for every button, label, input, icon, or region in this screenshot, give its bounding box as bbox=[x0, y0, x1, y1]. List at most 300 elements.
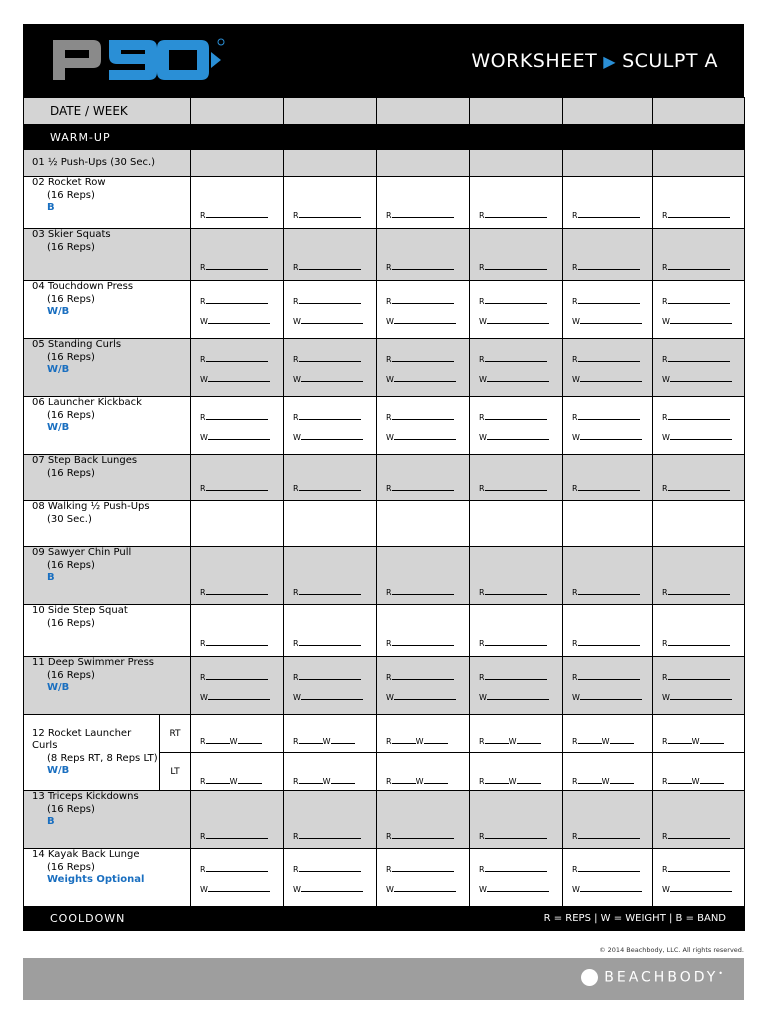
reps-label: R bbox=[479, 263, 485, 272]
entry-cell[interactable] bbox=[653, 657, 745, 715]
exercise-name bbox=[32, 229, 190, 242]
exercise-name bbox=[32, 177, 190, 190]
exercise-row bbox=[24, 657, 745, 715]
entry-cell[interactable] bbox=[191, 339, 284, 397]
reps-field[interactable] bbox=[386, 484, 454, 493]
entry-cell[interactable] bbox=[191, 753, 284, 791]
entry-cell[interactable] bbox=[653, 849, 745, 907]
reps-field[interactable] bbox=[572, 211, 640, 220]
reps-field[interactable] bbox=[572, 413, 640, 422]
entry-cell[interactable] bbox=[563, 339, 653, 397]
entry-cell[interactable] bbox=[377, 605, 470, 657]
exercise-name bbox=[32, 501, 190, 514]
entry-cell[interactable] bbox=[191, 715, 284, 753]
date-cell[interactable] bbox=[653, 98, 745, 125]
entry-line bbox=[392, 297, 454, 304]
entry-cell[interactable] bbox=[653, 501, 745, 547]
entry-cell[interactable] bbox=[191, 281, 284, 339]
entry-line bbox=[392, 211, 454, 218]
entry-line bbox=[238, 737, 262, 744]
exercise-number: 13 bbox=[32, 791, 45, 802]
reps-field[interactable] bbox=[293, 484, 361, 493]
reps-field[interactable] bbox=[386, 413, 454, 422]
exercise-number: 12 bbox=[32, 727, 45, 739]
reps-weight-field[interactable] bbox=[200, 737, 261, 746]
entry-cell[interactable] bbox=[377, 150, 470, 177]
entry-cell[interactable] bbox=[470, 455, 563, 501]
weight-label: W bbox=[293, 885, 301, 894]
reps-field[interactable] bbox=[386, 865, 454, 874]
entry-cell[interactable] bbox=[377, 791, 470, 849]
reps-weight-field[interactable] bbox=[662, 777, 723, 786]
weight-field[interactable] bbox=[386, 885, 456, 894]
entry-cell[interactable] bbox=[470, 715, 563, 753]
exercise-title: Walking ½ Push-Ups bbox=[47, 501, 150, 512]
entry-cell[interactable] bbox=[470, 547, 563, 605]
weight-field[interactable] bbox=[662, 433, 732, 442]
reps-field[interactable] bbox=[572, 639, 640, 648]
entry-line bbox=[668, 413, 730, 420]
entry-cell[interactable] bbox=[470, 849, 563, 907]
warmup-row bbox=[24, 125, 745, 150]
reps-field[interactable] bbox=[479, 297, 547, 306]
entry-cell[interactable] bbox=[377, 657, 470, 715]
entry-cell[interactable] bbox=[377, 753, 470, 791]
entry-cell[interactable] bbox=[191, 150, 284, 177]
entry-cell[interactable] bbox=[284, 753, 377, 791]
reps-field[interactable] bbox=[479, 639, 547, 648]
reps-field[interactable] bbox=[662, 865, 730, 874]
entry-line bbox=[668, 588, 730, 595]
reps-label: R bbox=[200, 865, 206, 874]
reps-weight-field[interactable] bbox=[386, 777, 447, 786]
weight-label: W bbox=[200, 375, 208, 384]
entry-cell[interactable] bbox=[284, 339, 377, 397]
entry-cell[interactable] bbox=[377, 547, 470, 605]
weight-field[interactable] bbox=[572, 375, 642, 384]
reps-weight-field[interactable] bbox=[479, 777, 540, 786]
entry-line bbox=[206, 263, 268, 270]
entry-line bbox=[668, 484, 730, 491]
entry-line bbox=[578, 297, 640, 304]
entry-line bbox=[578, 263, 640, 270]
weight-field[interactable] bbox=[386, 693, 456, 702]
entry-cell[interactable] bbox=[191, 657, 284, 715]
date-cell[interactable] bbox=[377, 98, 470, 125]
weight-label: W bbox=[386, 693, 394, 702]
entry-cell[interactable] bbox=[284, 501, 377, 547]
reps-field[interactable] bbox=[386, 673, 454, 682]
reps-field[interactable] bbox=[479, 413, 547, 422]
entry-cell[interactable] bbox=[653, 177, 745, 229]
weight-field[interactable] bbox=[662, 693, 732, 702]
reps-field[interactable] bbox=[293, 297, 361, 306]
exercise-reps: (16 Reps) bbox=[47, 241, 95, 253]
entry-cell[interactable] bbox=[563, 753, 653, 791]
reps-field[interactable] bbox=[479, 355, 547, 364]
reps-field[interactable] bbox=[293, 865, 361, 874]
exercise-row bbox=[24, 547, 745, 605]
reps-field[interactable] bbox=[572, 588, 640, 597]
reps-field[interactable] bbox=[386, 263, 454, 272]
entry-line bbox=[485, 413, 547, 420]
reps-weight-field[interactable] bbox=[293, 737, 354, 746]
weight-field[interactable] bbox=[479, 693, 549, 702]
reps-field[interactable] bbox=[479, 832, 547, 841]
entry-cell[interactable] bbox=[284, 150, 377, 177]
reps-weight-field[interactable] bbox=[200, 777, 261, 786]
entry-cell[interactable] bbox=[653, 281, 745, 339]
entry-cell[interactable] bbox=[284, 177, 377, 229]
entry-cell[interactable] bbox=[377, 501, 470, 547]
reps-field[interactable] bbox=[293, 263, 361, 272]
entry-cell[interactable] bbox=[563, 715, 653, 753]
reps-label: R bbox=[200, 737, 206, 746]
entry-cell[interactable] bbox=[191, 229, 284, 281]
entry-cell[interactable] bbox=[191, 547, 284, 605]
reps-weight-field[interactable] bbox=[662, 737, 723, 746]
reps-field[interactable] bbox=[386, 832, 454, 841]
entry-line bbox=[670, 885, 732, 892]
entry-line bbox=[668, 211, 730, 218]
entry-cell[interactable] bbox=[191, 501, 284, 547]
date-cell[interactable] bbox=[563, 98, 653, 125]
entry-cell[interactable] bbox=[470, 177, 563, 229]
weight-label: W bbox=[322, 737, 331, 746]
reps-field[interactable] bbox=[200, 639, 268, 648]
date-cell[interactable] bbox=[191, 98, 284, 125]
reps-field[interactable] bbox=[293, 832, 361, 841]
entry-cell[interactable] bbox=[377, 397, 470, 455]
entry-line bbox=[485, 777, 509, 784]
reps-field[interactable] bbox=[662, 484, 730, 493]
weight-field[interactable] bbox=[572, 885, 642, 894]
reps-field[interactable] bbox=[572, 832, 640, 841]
weight-field[interactable] bbox=[572, 693, 642, 702]
entry-cell[interactable] bbox=[377, 281, 470, 339]
reps-field[interactable] bbox=[386, 588, 454, 597]
entry-cell[interactable] bbox=[191, 605, 284, 657]
entry-line bbox=[394, 693, 456, 700]
entry-cell[interactable] bbox=[191, 849, 284, 907]
reps-field[interactable] bbox=[293, 673, 361, 682]
weight-field[interactable] bbox=[662, 375, 732, 384]
weight-field[interactable] bbox=[200, 885, 270, 894]
weight-field[interactable] bbox=[200, 693, 270, 702]
entry-line bbox=[206, 355, 268, 362]
entry-cell[interactable] bbox=[284, 657, 377, 715]
entry-cell[interactable] bbox=[653, 547, 745, 605]
weight-field[interactable] bbox=[293, 375, 363, 384]
reps-field[interactable] bbox=[479, 211, 547, 220]
reps-weight-field[interactable] bbox=[479, 737, 540, 746]
reps-label: R bbox=[293, 588, 299, 597]
entry-cell[interactable] bbox=[377, 339, 470, 397]
reps-label: R bbox=[662, 484, 668, 493]
reps-field[interactable] bbox=[662, 588, 730, 597]
reps-field[interactable] bbox=[662, 211, 730, 220]
entry-cell[interactable] bbox=[653, 229, 745, 281]
entry-cell[interactable] bbox=[284, 791, 377, 849]
entry-cell[interactable] bbox=[563, 281, 653, 339]
weight-field[interactable] bbox=[386, 317, 456, 326]
entry-cell[interactable] bbox=[470, 791, 563, 849]
entry-cell[interactable] bbox=[377, 849, 470, 907]
entry-cell[interactable] bbox=[470, 281, 563, 339]
entry-line bbox=[668, 737, 692, 744]
entry-cell[interactable] bbox=[470, 339, 563, 397]
entry-cell[interactable] bbox=[653, 715, 745, 753]
weight-field[interactable] bbox=[479, 317, 549, 326]
entry-line bbox=[392, 737, 416, 744]
reps-field[interactable] bbox=[662, 832, 730, 841]
reps-field[interactable] bbox=[386, 211, 454, 220]
exercise-name bbox=[32, 728, 159, 753]
reps-label: R bbox=[386, 777, 392, 786]
entry-line bbox=[668, 673, 730, 680]
reps-field[interactable] bbox=[200, 673, 268, 682]
reps-weight-field[interactable] bbox=[572, 737, 633, 746]
weight-field[interactable] bbox=[386, 433, 456, 442]
reps-field[interactable] bbox=[200, 832, 268, 841]
entry-cell[interactable] bbox=[470, 397, 563, 455]
entry-cell[interactable] bbox=[284, 849, 377, 907]
reps-field[interactable] bbox=[386, 355, 454, 364]
entry-cell[interactable] bbox=[563, 397, 653, 455]
entry-line bbox=[392, 263, 454, 270]
entry-line bbox=[238, 777, 262, 784]
exercise-label bbox=[24, 177, 191, 229]
entry-line bbox=[206, 737, 230, 744]
exercise-reps: (30 Sec.) bbox=[47, 513, 92, 525]
entry-cell[interactable] bbox=[653, 339, 745, 397]
entry-cell[interactable] bbox=[653, 455, 745, 501]
reps-field[interactable] bbox=[479, 588, 547, 597]
reps-field[interactable] bbox=[200, 588, 268, 597]
exercise-number: 08 bbox=[32, 501, 45, 512]
entry-cell[interactable] bbox=[284, 455, 377, 501]
entry-line bbox=[394, 433, 456, 440]
entry-line bbox=[578, 673, 640, 680]
entry-cell[interactable] bbox=[653, 791, 745, 849]
reps-field[interactable] bbox=[386, 639, 454, 648]
entry-line bbox=[670, 375, 732, 382]
reps-label: R bbox=[293, 263, 299, 272]
reps-field[interactable] bbox=[293, 588, 361, 597]
reps-field[interactable] bbox=[572, 865, 640, 874]
weight-field[interactable] bbox=[662, 317, 732, 326]
reps-field[interactable] bbox=[662, 355, 730, 364]
exercise-name bbox=[32, 281, 190, 294]
weight-field[interactable] bbox=[200, 317, 270, 326]
date-cell[interactable] bbox=[470, 98, 563, 125]
entry-line bbox=[208, 317, 270, 324]
reps-field[interactable] bbox=[479, 263, 547, 272]
entry-line bbox=[299, 639, 361, 646]
exercise-reps: (16 Reps) bbox=[47, 293, 95, 305]
reps-label: R bbox=[479, 777, 485, 786]
reps-field[interactable] bbox=[386, 297, 454, 306]
weight-label: W bbox=[322, 777, 331, 786]
entry-cell[interactable] bbox=[653, 397, 745, 455]
entry-cell[interactable] bbox=[470, 657, 563, 715]
entry-cell[interactable] bbox=[284, 547, 377, 605]
reps-field[interactable] bbox=[200, 865, 268, 874]
reps-label: R bbox=[479, 737, 485, 746]
entry-line bbox=[668, 865, 730, 872]
reps-field[interactable] bbox=[662, 673, 730, 682]
weight-field[interactable] bbox=[293, 317, 363, 326]
entry-cell[interactable] bbox=[470, 501, 563, 547]
reps-field[interactable] bbox=[572, 263, 640, 272]
reps-label: R bbox=[479, 297, 485, 306]
entry-cell[interactable] bbox=[284, 715, 377, 753]
equipment-note: Weights Optional bbox=[47, 874, 145, 885]
reps-label: R bbox=[572, 297, 578, 306]
reps-field[interactable] bbox=[293, 355, 361, 364]
entry-line bbox=[208, 693, 270, 700]
entry-cell[interactable] bbox=[470, 605, 563, 657]
reps-field[interactable] bbox=[293, 413, 361, 422]
entry-line bbox=[668, 355, 730, 362]
entry-line bbox=[299, 355, 361, 362]
entry-line bbox=[206, 297, 268, 304]
reps-label: R bbox=[293, 737, 299, 746]
entry-line bbox=[485, 355, 547, 362]
entry-line bbox=[299, 263, 361, 270]
entry-cell[interactable] bbox=[191, 397, 284, 455]
entry-cell[interactable] bbox=[284, 281, 377, 339]
entry-line bbox=[299, 832, 361, 839]
exercise-title: ½ Push-Ups (30 Sec.) bbox=[47, 156, 156, 168]
entry-cell[interactable] bbox=[563, 547, 653, 605]
reps-field[interactable] bbox=[200, 211, 268, 220]
entry-cell[interactable] bbox=[377, 455, 470, 501]
reps-label: R bbox=[572, 639, 578, 648]
reps-field[interactable] bbox=[662, 297, 730, 306]
entry-cell[interactable] bbox=[563, 150, 653, 177]
entry-cell[interactable] bbox=[284, 605, 377, 657]
weight-field[interactable] bbox=[572, 433, 642, 442]
reps-field[interactable] bbox=[572, 355, 640, 364]
reps-field[interactable] bbox=[662, 639, 730, 648]
reps-field[interactable] bbox=[200, 484, 268, 493]
entry-line bbox=[206, 673, 268, 680]
reps-label: R bbox=[293, 413, 299, 422]
entry-line bbox=[580, 433, 642, 440]
entry-cell[interactable] bbox=[191, 455, 284, 501]
reps-field[interactable] bbox=[572, 673, 640, 682]
entry-line bbox=[206, 588, 268, 595]
exercise-label bbox=[24, 657, 191, 715]
entry-cell[interactable] bbox=[284, 229, 377, 281]
reps-field[interactable] bbox=[293, 211, 361, 220]
entry-cell[interactable] bbox=[284, 397, 377, 455]
entry-cell[interactable] bbox=[563, 791, 653, 849]
weight-field[interactable] bbox=[572, 317, 642, 326]
reps-field[interactable] bbox=[200, 413, 268, 422]
entry-line bbox=[578, 639, 640, 646]
reps-field[interactable] bbox=[200, 355, 268, 364]
exercise-name bbox=[32, 849, 190, 862]
reps-field[interactable] bbox=[662, 413, 730, 422]
reps-field[interactable] bbox=[572, 297, 640, 306]
weight-field[interactable] bbox=[479, 375, 549, 384]
date-cell[interactable] bbox=[284, 98, 377, 125]
entry-cell[interactable] bbox=[653, 753, 745, 791]
entry-cell[interactable] bbox=[191, 177, 284, 229]
reps-weight-field[interactable] bbox=[293, 777, 354, 786]
weight-label: W bbox=[479, 885, 487, 894]
entry-cell[interactable] bbox=[377, 229, 470, 281]
exercise-number: 04 bbox=[32, 281, 45, 292]
reps-field[interactable] bbox=[479, 484, 547, 493]
entry-cell[interactable] bbox=[563, 455, 653, 501]
entry-cell[interactable] bbox=[563, 501, 653, 547]
weight-field[interactable] bbox=[479, 885, 549, 894]
entry-line bbox=[394, 885, 456, 892]
entry-line bbox=[299, 413, 361, 420]
weight-label: W bbox=[479, 693, 487, 702]
entry-cell[interactable] bbox=[377, 177, 470, 229]
weight-label: W bbox=[386, 433, 394, 442]
reps-weight-field[interactable] bbox=[572, 777, 633, 786]
entry-cell[interactable] bbox=[470, 753, 563, 791]
reps-weight-field[interactable] bbox=[386, 737, 447, 746]
reps-field[interactable] bbox=[479, 865, 547, 874]
entry-line bbox=[485, 484, 547, 491]
reps-label: R bbox=[662, 588, 668, 597]
weight-field[interactable] bbox=[386, 375, 456, 384]
entry-cell[interactable] bbox=[470, 150, 563, 177]
entry-cell[interactable] bbox=[470, 229, 563, 281]
entry-cell[interactable] bbox=[191, 791, 284, 849]
weight-field[interactable] bbox=[200, 433, 270, 442]
weight-field[interactable] bbox=[293, 885, 363, 894]
entry-cell[interactable] bbox=[563, 849, 653, 907]
reps-field[interactable] bbox=[479, 673, 547, 682]
entry-line bbox=[485, 865, 547, 872]
reps-label: R bbox=[200, 588, 206, 597]
reps-field[interactable] bbox=[200, 263, 268, 272]
entry-line bbox=[392, 413, 454, 420]
reps-field[interactable] bbox=[200, 297, 268, 306]
reps-label: R bbox=[479, 413, 485, 422]
reps-field[interactable] bbox=[572, 484, 640, 493]
weight-field[interactable] bbox=[479, 433, 549, 442]
exercise-row bbox=[24, 177, 745, 229]
reps-field[interactable] bbox=[662, 263, 730, 272]
weight-field[interactable] bbox=[293, 433, 363, 442]
weight-field[interactable] bbox=[293, 693, 363, 702]
weight-field[interactable] bbox=[662, 885, 732, 894]
entry-cell[interactable] bbox=[377, 715, 470, 753]
entry-cell[interactable] bbox=[563, 605, 653, 657]
weight-field[interactable] bbox=[200, 375, 270, 384]
entry-line bbox=[487, 885, 549, 892]
brand-name: BEACHBODY bbox=[604, 969, 719, 986]
reps-label: R bbox=[293, 639, 299, 648]
entry-cell[interactable] bbox=[653, 150, 745, 177]
entry-line bbox=[206, 639, 268, 646]
entry-cell[interactable] bbox=[563, 177, 653, 229]
exercise-reps: (16 Reps) bbox=[47, 189, 95, 201]
entry-cell[interactable] bbox=[563, 657, 653, 715]
reps-field[interactable] bbox=[293, 639, 361, 648]
exercise-reps: (16 Reps) bbox=[47, 617, 95, 629]
entry-cell[interactable] bbox=[653, 605, 745, 657]
entry-cell[interactable] bbox=[563, 229, 653, 281]
